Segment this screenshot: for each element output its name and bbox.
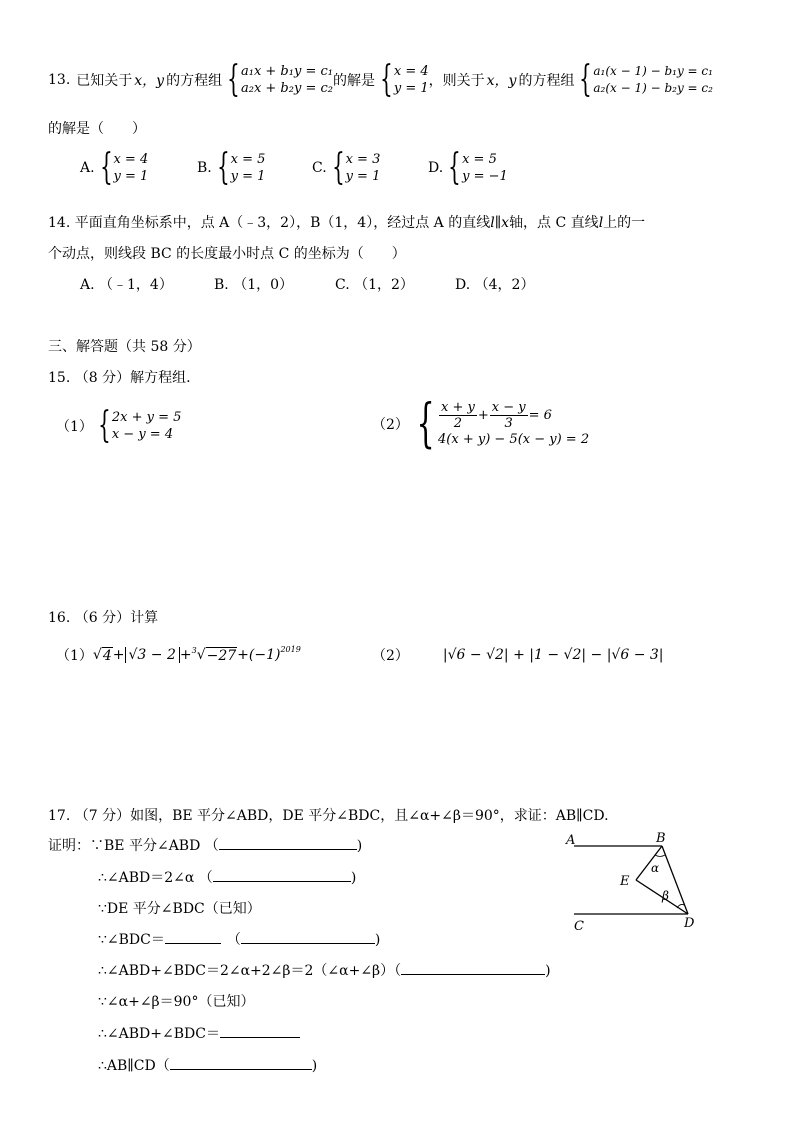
proof-text: ∴∠ABD+∠BDC＝2∠α+2∠β＝2（∠α+∠β）（: [98, 963, 402, 979]
q13-option-d: [428, 147, 508, 188]
q13-options: [80, 147, 540, 190]
answer-blank[interactable]: [213, 869, 351, 882]
option-label: C.: [312, 160, 327, 176]
brace-icon: {: [448, 147, 461, 188]
q13-stem-b: 的方程组: [166, 73, 223, 89]
radicand: −27: [206, 647, 237, 664]
answer-blank[interactable]: [165, 931, 221, 944]
q13-stem-c: 的解是: [332, 73, 375, 89]
q13-sys2-row: a₂(x − 1) − b₂y = c₂: [593, 81, 713, 95]
q15-part1: [56, 405, 182, 446]
q15-title: 15. （8 分）解方程组.: [48, 370, 191, 386]
power-base: +(−1): [237, 647, 281, 663]
proof-text: 证明：∵BE 平分∠ABD （: [48, 838, 219, 854]
radicand: 4: [102, 647, 112, 664]
q13-stem-d: ，则关于: [428, 73, 485, 89]
q14-option-c: C. （1，2）: [335, 277, 414, 293]
option-label: A.: [80, 160, 95, 176]
close-paren: ): [311, 1058, 318, 1074]
q13-sys1-row: a₂x + b₂y = c₂: [240, 81, 333, 96]
option-row: x = 5: [462, 152, 497, 167]
q15-p2-row2: 4(x + y) − 5(x − y) = 2: [438, 431, 590, 447]
q13-system-1: [222, 59, 333, 100]
fraction-numerator: x − y: [491, 399, 526, 415]
q13-sol-row: x = 4: [393, 64, 429, 79]
q13-system-2: [574, 59, 713, 100]
plus-sign: +: [112, 647, 125, 663]
brace-icon: {: [99, 147, 113, 188]
equals-six: = 6: [528, 407, 552, 423]
answer-blank[interactable]: [241, 931, 375, 944]
fraction-numerator: x + y: [441, 399, 475, 415]
q14-text: 轴，点 C 直线: [509, 215, 599, 231]
option-label: D.: [428, 160, 444, 176]
option-row: x = 5: [230, 152, 266, 167]
q16-part2: [372, 645, 664, 665]
option-row: x = 3: [345, 152, 381, 167]
q13-sys2-row: a₁(x − 1) − b₁y = c₁: [593, 64, 713, 78]
option-row: y = 1: [230, 169, 266, 184]
q13-xy: x，y: [134, 73, 165, 89]
q14-text: 上的一: [603, 215, 646, 231]
q13-option-a: [80, 147, 149, 188]
q13-option-c: [312, 147, 381, 188]
q14-line1: [48, 212, 645, 232]
q13-sys1-row: a₁x + b₁y = c₁: [240, 64, 333, 79]
exponent: 2019: [280, 644, 301, 654]
label-c: C: [574, 919, 584, 934]
q13-stem-a: 已知关于: [76, 73, 133, 89]
segment-bd: [662, 846, 688, 914]
sqrt-sign: √: [92, 647, 102, 663]
plus-sign: +: [477, 407, 489, 423]
option-label: B.: [197, 160, 212, 176]
q14-l: l: [490, 215, 495, 231]
part-label: （1）: [56, 419, 93, 435]
label-a: A: [566, 833, 576, 848]
proof-line-7: [98, 1023, 300, 1043]
section-heading: 三、解答题（共 58 分）: [48, 339, 201, 355]
brace-icon: {: [380, 59, 393, 100]
q13-xy2: x，y: [486, 73, 517, 89]
proof-line-6: ∵∠α+∠β＝90°（已知）: [98, 994, 255, 1010]
geometry-figure: [560, 828, 710, 938]
q15-p1-row: x − y = 4: [111, 427, 174, 442]
q13-option-b: [197, 147, 266, 188]
q15-p2-row1: [438, 400, 589, 431]
q13-solution: [375, 59, 429, 100]
q15-part2: [372, 394, 590, 454]
answer-blank[interactable]: [170, 1057, 312, 1070]
fraction-denominator: 3: [504, 415, 513, 431]
fraction-denominator: 2: [453, 415, 463, 431]
root-index: 3: [191, 645, 197, 655]
answer-blank[interactable]: [219, 837, 357, 850]
q13-line1: [48, 58, 713, 102]
q16-title: 16. （6 分）计算: [48, 610, 159, 626]
brace-icon: {: [331, 147, 345, 188]
brace-icon: {: [416, 394, 435, 454]
proof-text: ∵∠BDC＝: [98, 932, 165, 948]
plus-sign: +: [179, 647, 192, 663]
sqrt-sign: √: [196, 647, 206, 663]
label-b: B: [656, 831, 666, 846]
close-paren: ): [545, 963, 551, 979]
answer-blank[interactable]: [220, 1025, 300, 1038]
option-row: y = 1: [345, 169, 381, 184]
close-paren: ): [374, 932, 381, 948]
label-e: E: [620, 874, 630, 889]
option-row: y = −1: [462, 169, 508, 184]
q14-l: l: [598, 215, 604, 231]
q14-option-d: D. （4，2）: [455, 277, 535, 293]
label-beta: β: [662, 889, 669, 903]
close-paren: ): [356, 838, 363, 854]
arc-alpha: [655, 855, 665, 857]
proof-line-5: [98, 960, 551, 980]
label-d: D: [684, 916, 695, 931]
q14-option-a: A. （﹣1，4）: [80, 277, 173, 293]
proof-line-8: [98, 1055, 317, 1075]
proof-line-3: ∵DE 平分∠BDC（已知）: [98, 901, 261, 917]
answer-blank[interactable]: [401, 962, 545, 975]
q17-title: 17. （7 分）如图，BE 平分∠ABD，DE 平分∠BDC，且∠α+∠β＝90°，求证：AB∥CD.: [48, 808, 609, 824]
brace-icon: {: [216, 147, 230, 188]
brace-icon: {: [227, 59, 240, 100]
brace-icon: {: [579, 59, 593, 100]
label-alpha: α: [651, 861, 660, 875]
proof-text: ∴∠ABD+∠BDC＝: [98, 1026, 220, 1042]
q13-stem-e: 的方程组: [518, 73, 575, 89]
q14-x: x: [501, 215, 510, 231]
absolute-value: √3 − 2: [125, 647, 180, 663]
q13-line2: 的解是（ ）: [48, 121, 146, 137]
proof-line-1: [48, 835, 362, 855]
part-label: （1）: [56, 648, 93, 664]
q14-line2: 个动点，则线段 BC 的长度最小时点 C 的坐标为（ ）: [48, 246, 406, 262]
q13-sol-row: y = 1: [393, 81, 429, 96]
q16-p2-expression: |√6 − √2| + |1 − √2| − |√6 − 3|: [442, 647, 664, 663]
close-paren: ): [350, 870, 357, 886]
proof-line-4: [98, 929, 380, 949]
q15-p1-row: 2x + y = 5: [111, 410, 182, 425]
proof-line-2: [98, 867, 356, 887]
brace-icon: {: [98, 405, 111, 446]
q14-text: 14. 平面直角坐标系中，点 A（﹣3，2），B（1，4），经过点 A 的直线: [48, 215, 491, 231]
proof-text: ∴AB∥CD（: [98, 1058, 170, 1074]
option-row: x = 4: [113, 152, 149, 167]
q13-number: 13.: [48, 72, 71, 88]
part-label: （2）: [372, 648, 409, 664]
part-label: （2）: [372, 417, 409, 433]
open-paren: （: [226, 932, 241, 948]
q14-option-b: B. （1，0）: [214, 277, 294, 293]
q16-part1: [56, 645, 301, 665]
option-row: y = 1: [113, 169, 149, 184]
proof-text: ∴∠ABD＝2∠α （: [98, 870, 213, 886]
parallel-symbol: ∥: [494, 215, 502, 231]
